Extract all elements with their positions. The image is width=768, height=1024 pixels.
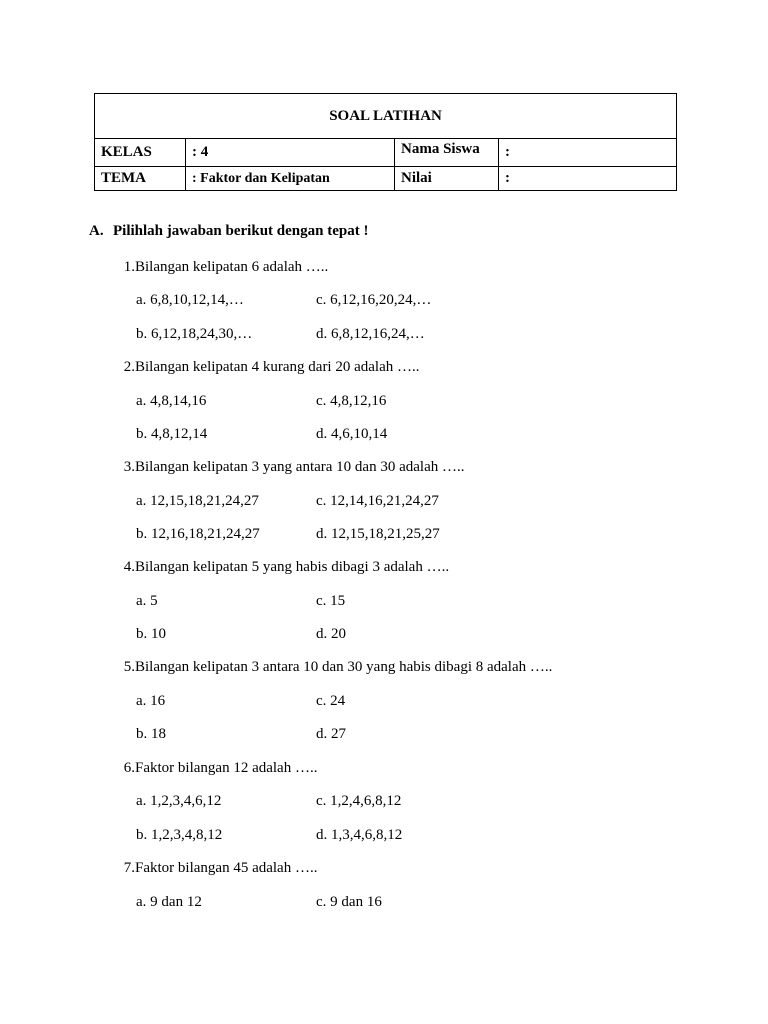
option-a[interactable]: a. 5 [136,593,158,609]
section-instruction: Pilihlah jawaban berikut dengan tepat ! [113,223,369,239]
option-c[interactable]: c. 1,2,4,6,8,12 [316,793,402,809]
question-text: Bilangan kelipatan 3 antara 10 dan 30 yang habis dibagi 8 adalah ….. [135,659,553,675]
option-c[interactable]: c. 4,8,12,16 [316,393,387,409]
question-number: 5. [123,659,135,675]
worksheet-title: SOAL LATIHAN [95,94,677,139]
option-d[interactable]: d. 1,3,4,6,8,12 [316,827,403,843]
option-b[interactable]: b. 18 [136,726,166,742]
option-b[interactable]: b. 1,2,3,4,8,12 [136,827,223,843]
nama-siswa-label: Nama Siswa [395,139,499,167]
option-a[interactable]: a. 16 [136,693,166,709]
kelas-label: KELAS [95,139,186,167]
question-text: Bilangan kelipatan 3 yang antara 10 dan 30 adalah ….. [135,459,465,475]
kelas-value: : 4 [186,139,395,167]
option-d[interactable]: d. 12,15,18,21,25,27 [316,526,440,542]
option-a[interactable]: a. 1,2,3,4,6,12 [136,793,222,809]
question-text: Bilangan kelipatan 4 kurang dari 20 adalah ….. [135,359,420,375]
option-a[interactable]: a. 9 dan 12 [136,894,202,910]
tema-value: : Faktor dan Kelipatan [186,167,395,191]
option-d[interactable]: d. 4,6,10,14 [316,426,388,442]
question-number: 3. [123,459,135,475]
question-number: 7. [123,860,135,876]
option-c[interactable]: c. 6,12,16,20,24,… [316,292,432,308]
option-b[interactable]: b. 4,8,12,14 [136,426,208,442]
question-number: 1. [123,259,135,275]
nilai-label: Nilai [395,167,499,191]
nama-siswa-field[interactable]: : [499,139,677,167]
question-number: 4. [123,559,135,575]
option-a[interactable]: a. 12,15,18,21,24,27 [136,493,259,509]
option-c[interactable]: c. 15 [316,593,346,609]
question-number: 6. [123,760,135,776]
option-d[interactable]: d. 27 [316,726,346,742]
option-c[interactable]: c. 9 dan 16 [316,894,382,910]
section-letter: A. [89,223,104,239]
question-text: Faktor bilangan 12 adalah ….. [135,760,318,776]
option-d[interactable]: d. 6,8,12,16,24,… [316,326,425,342]
option-a[interactable]: a. 6,8,10,12,14,… [136,292,244,308]
option-c[interactable]: c. 12,14,16,21,24,27 [316,493,439,509]
option-b[interactable]: b. 6,12,18,24,30,… [136,326,253,342]
question-text: Bilangan kelipatan 6 adalah ….. [135,259,329,275]
option-c[interactable]: c. 24 [316,693,346,709]
question-text: Bilangan kelipatan 5 yang habis dibagi 3 adalah ….. [135,559,450,575]
question-text: Faktor bilangan 45 adalah ….. [135,860,318,876]
question-number: 2. [123,359,135,375]
option-b[interactable]: b. 12,16,18,21,24,27 [136,526,260,542]
tema-label: TEMA [95,167,186,191]
option-d[interactable]: d. 20 [316,626,346,642]
option-a[interactable]: a. 4,8,14,16 [136,393,207,409]
nilai-field[interactable]: : [499,167,677,191]
option-b[interactable]: b. 10 [136,626,166,642]
